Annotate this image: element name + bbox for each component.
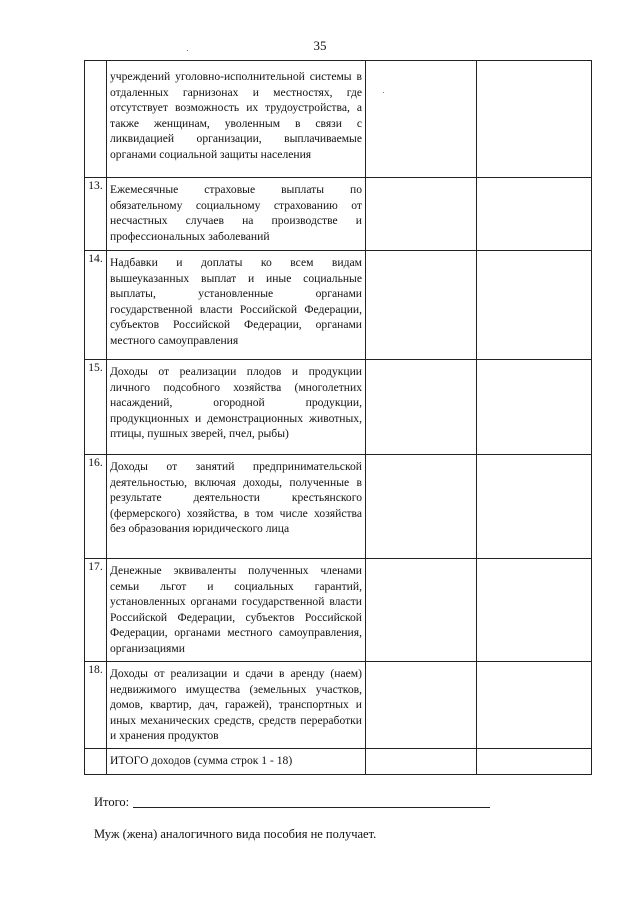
total-input-line[interactable] bbox=[133, 807, 490, 808]
total-row bbox=[85, 749, 592, 775]
note-cell[interactable] bbox=[477, 559, 592, 662]
row-description-text: Надбавки и доплаты ко всем видам вышеуказанных выплат и иные социальные выплаты, установленные органами государственной власти Российской Федерации, субъектов Российской Федерации, органами местного самоуправления bbox=[110, 256, 362, 347]
table-row bbox=[85, 251, 592, 360]
row-description-text: Ежемесячные страховые выплаты по обязательному социальному страхованию от несчастных случаев на производстве и профессиональных заболеваний bbox=[110, 183, 362, 243]
row-number: 16. bbox=[85, 455, 107, 559]
row-description bbox=[107, 662, 366, 749]
amount-cell[interactable] bbox=[366, 360, 477, 455]
table-row bbox=[85, 559, 592, 662]
row-number: 17. bbox=[85, 559, 107, 662]
note-cell[interactable] bbox=[477, 178, 592, 251]
row-description bbox=[107, 559, 366, 662]
row-description bbox=[107, 61, 366, 178]
income-table bbox=[84, 60, 592, 775]
row-number: 14. bbox=[85, 251, 107, 360]
table-row bbox=[85, 178, 592, 251]
amount-cell[interactable] bbox=[366, 178, 477, 251]
note-cell[interactable] bbox=[477, 251, 592, 360]
amount-cell[interactable] bbox=[366, 662, 477, 749]
table-row bbox=[85, 662, 592, 749]
note-cell[interactable] bbox=[477, 360, 592, 455]
row-description-text: Доходы от реализации и сдачи в аренду (наем) недвижимого имущества (земельных участков, домов, квартир, дач, гаражей), транспортных и иных механических средств, средств переработки и хранения продуктов bbox=[110, 667, 362, 742]
row-description-text: Доходы от реализации плодов и продукции личного подсобного хозяйства (многолетних насаждений, огородной продукции, продукционных и демонстрационных животных, птицы, пушных зверей, пчел, рыбы) bbox=[110, 365, 362, 440]
row-number: 15. bbox=[85, 360, 107, 455]
note-cell[interactable] bbox=[477, 455, 592, 559]
row-number: 13. bbox=[85, 178, 107, 251]
row-number bbox=[85, 61, 107, 178]
row-description bbox=[107, 749, 366, 775]
page-number: 35 bbox=[313, 38, 327, 53]
row-description-text: Доходы от занятий предпринимательской деятельностью, включая доходы, полученные в результате деятельности крестьянского (фермерского) хозяйства, в том числе хозяйства без образования юридического лица bbox=[110, 460, 362, 535]
table-row bbox=[85, 455, 592, 559]
row-number bbox=[85, 749, 107, 775]
row-description-text: Денежные эквиваленты полученных членами семьи льгот и социальных гарантий, установленных органами государственной власти Российской Федерации, субъектов Российской Федерации, органами местного самоуправления, организациями bbox=[110, 564, 362, 655]
total-amount-cell[interactable] bbox=[366, 749, 477, 775]
amount-cell[interactable] bbox=[366, 559, 477, 662]
row-description-text: учреждений уголовно-исполнительной системы в отдаленных гарнизонах и местностях, где отсутствует возможность их трудоустройства, а также женщинам, уволенным в связи с ликвидацией организации, выплачиваемые органами социальной защиты населения bbox=[110, 70, 362, 161]
row-number: 18. bbox=[85, 662, 107, 749]
row-description bbox=[107, 178, 366, 251]
amount-cell[interactable] bbox=[366, 61, 477, 178]
row-description bbox=[107, 251, 366, 360]
amount-cell[interactable] bbox=[366, 455, 477, 559]
spouse-note: Муж (жена) аналогичного вида пособия не получает. bbox=[94, 827, 377, 841]
amount-cell[interactable] bbox=[366, 251, 477, 360]
note-cell[interactable] bbox=[477, 61, 592, 178]
note-cell[interactable] bbox=[477, 662, 592, 749]
table-row bbox=[85, 61, 592, 178]
row-description bbox=[107, 360, 366, 455]
total-note-cell[interactable] bbox=[477, 749, 592, 775]
row-description bbox=[107, 455, 366, 559]
table-row bbox=[85, 360, 592, 455]
total-row-text: ИТОГО доходов (сумма строк 1 - 18) bbox=[110, 754, 293, 767]
total-label: Итого: bbox=[94, 795, 130, 809]
scan-speck bbox=[187, 50, 188, 51]
